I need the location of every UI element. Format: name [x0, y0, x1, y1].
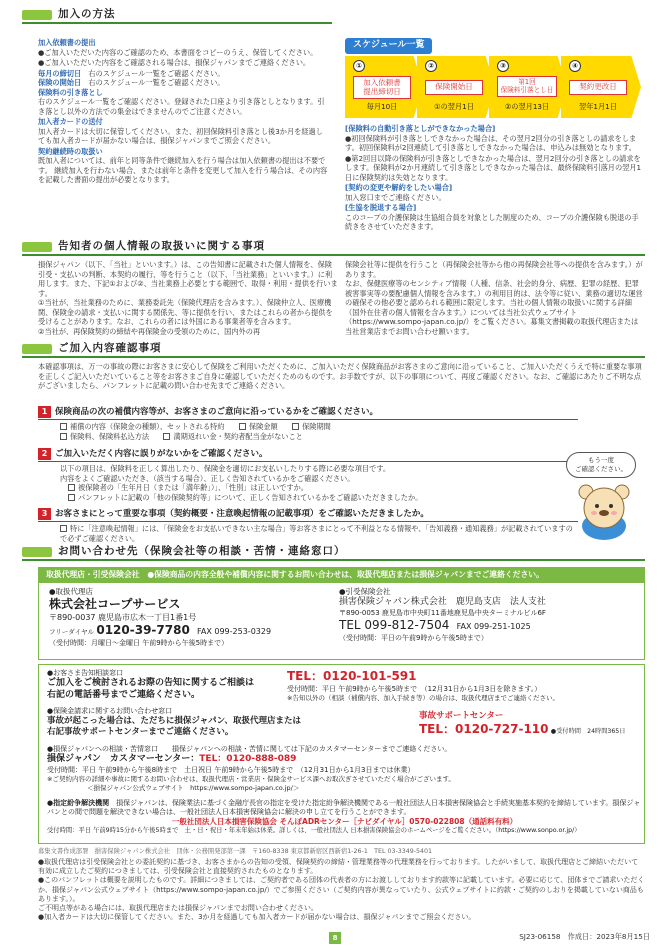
complaint-name: 損保ジャパン カスタマーセンター：: [47, 754, 200, 765]
footer-line: ●加入者カードは大切に保管してください。また、3か月を経過しても加入者カードが届かない場合は、損保ジャパンまでご照会ください。: [38, 913, 476, 922]
join-item-head: 契約継続時の取扱い: [38, 146, 103, 156]
contact-panel: [38, 582, 645, 660]
join-item-1: [38, 69, 330, 79]
q2-line: パンフレットに記載の「他の保険契約等」について、正しく告知されているかをご確認いただきましたか。: [78, 492, 423, 502]
step-date: ②の翌月13日: [504, 102, 550, 111]
notify-hours: 受付時間：平日 午前9時から午後5時まで （12月31日から1月3日を除きます。）: [287, 684, 542, 693]
support-panel: [38, 664, 645, 844]
step-label: 保険開始日: [425, 80, 483, 95]
checkbox[interactable]: [239, 423, 246, 430]
join-item-inline: 右のスケジュール一覧をご確認ください。: [88, 78, 225, 87]
accident-center: 事故サポートセンター: [419, 711, 504, 721]
contact-header: [22, 545, 645, 561]
q1-option: 補償の内容（保険金の種類）、セットされる特約: [70, 422, 225, 432]
section-bar-icon: [22, 242, 52, 252]
accident-hours: ●受付時間 24時間365日: [550, 728, 626, 736]
accident-body: 事故が起こった場合は、ただちに損保ジャパン、取扱代理店または 右記事故サポートセンターまでご連絡ください。: [47, 716, 301, 738]
confirm-header: [22, 342, 645, 358]
checkbox[interactable]: [163, 433, 170, 440]
step-label: 第1回 保険料引落とし日: [497, 76, 557, 97]
join-item-inline: 右のスケジュール一覧をご確認ください。: [88, 68, 225, 78]
accident-contact: [419, 711, 643, 738]
agent-address: 〒890-0037 鹿児島市広木一丁目1番1号: [49, 612, 197, 622]
q1-text: 保険商品の次の補償内容等が、お客さまのご意向に沿っているかをご確認ください。: [55, 407, 379, 417]
privacy-left: 損保ジャパン（以下、「当社」といいます。）は、この告知書に記載された個人情報を、保険引受・支払いの判断、本契約の履行、等を行うこと（以下、「当社業務」といいます。）に利用します。また、下記①および②、当社業務上必要とする範囲で、取得・利用・提供を行います。 ①当社が、当社業務のために、業務委託先（保険代理店を含みます。）、保険仲立人、医療機関、保険金の請求・支払いに関する関係先、等に提供を行い、またはこれらの者から提供を受けることがあります。なお、これらの者には外国にある事業者等を含みます。 ②当社が、再保険契約の締結や再保険金の受領のために、国内外の再: [38, 260, 338, 336]
join-item-head: 保険料の引き落とし: [38, 87, 103, 97]
schedule: [345, 38, 645, 54]
join-item-3: [38, 88, 330, 117]
join-item-line: ●ご加入いただいた内容のご確認のため、本書面をコピーのうえ、保管してください。: [38, 47, 318, 57]
insurer-block: [339, 587, 639, 643]
step-number: ②: [425, 60, 437, 72]
join-item-head: 加入者カードの送付: [38, 117, 103, 126]
q1-options: [38, 422, 578, 441]
schedule-notes: [345, 124, 645, 233]
q2-line: 内容をよくご確認いただき、（該当する場合）、正しく告知されているかをご確認ください。: [60, 473, 355, 483]
note-line: このコープの介護保険は生協組合員を対象とした制度のため、コープの介護保険も脱退の手続きをさせていただきます。: [345, 212, 639, 231]
q2-body: [38, 464, 578, 502]
contact-title: お問い合わせ先（保険会社等の相談・苦情・連絡窓口）: [58, 545, 346, 557]
checkbox[interactable]: [68, 494, 75, 501]
agent-label: ●取扱代理店: [49, 587, 94, 596]
insurer-label: ●引受保険会社: [339, 587, 391, 596]
footer-line: ●取扱代理店は引受保険会社との委託契約に基づき、お客さまからの告知の受領、保険契約の締結・管理業務等の代理業務を行っております。したがいまして、取扱代理店とご締結いただいて有効に成立したご契約につきましては、引受保険会社と直接契約されたものとなります。: [38, 858, 639, 876]
step-label: 契約更改日: [569, 80, 627, 95]
adr-hours: 受付時間：平日 午前9時15分から午後5時まで 土・日・祝日・年末年始は休業。詳しくは、一般社団法人 日本損害保険協会のホームページをご覧ください。（https://www.sonpo.or.jp/）: [47, 827, 581, 835]
q1-title: [38, 406, 578, 420]
adr-body: 損保ジャパンは、保険業法に基づく金融庁長官の指定を受けた指定紛争解決機関である一般社団法人日本損害保険協会と手続実施基本契約を締結しています。損保ジャパンとの間で問題を解決できない場合は、一般社団法人日本損害保険協会に解決の申し立てを行うことができます。: [47, 799, 641, 817]
notify-block: [47, 669, 287, 702]
note-line: ●第2回目以降の保険料が引き落としできなかった場合は、翌月2回分の引き落としの請求をします。保険料が2か月連続して引き落としできなかった場合は、最終保険料引落月の翌月1日に保険契約は失効となります。: [345, 153, 642, 182]
join-item-4: [38, 117, 330, 146]
q1-option: 保険料、保険料払込方法: [70, 431, 150, 441]
notify-body: ご加入をご検討されるお際の告知に関するご相談は 右記の電話番号までご連絡ください。: [47, 678, 255, 701]
confirm-intro: 本確認事項は、万一の事故の際にお客さまに安心して保険をご利用いただくために、ご加入いただく保険商品がお客さまのご意向に沿っていること、ご加入いただくうえで特に重要な事項を正しくご記入いただいていること等をお客さまご自身に確認していただくためのものです。お手数ですが、以下の事項について、再度ご確認ください。なお、ご確認にあたりご不明な点がございましたら、パンフレットに記載の問い合わせ先までご連絡ください。: [38, 362, 642, 390]
complaint-hours: 受付時間：平日 午前9時から午後8時まで 土日祝日 午前9時から午後5時まで （12月31日から1月3日までは休業）: [47, 766, 415, 775]
insurer-name: 損害保険ジャパン株式会社 鹿児島支店 法人支社: [339, 596, 546, 607]
checkbox[interactable]: [60, 423, 67, 430]
checkbox[interactable]: [292, 423, 299, 430]
complaint-block: [47, 745, 642, 793]
step-date: 毎月10日: [366, 102, 398, 111]
q1-option: 満期返れい金・契約者配当金がないこと: [173, 431, 303, 441]
note-head: [契約の変更や解約をしたい場合]: [345, 183, 453, 192]
join-item-5: [38, 147, 330, 185]
complaint-note: ※ご契約内容の詳細や事故に関するお問い合わせは、取扱代理店・営業店・保険金サービス課へお取次ぎさせていただく場合がございます。: [47, 775, 455, 784]
complaint-head: ●損保ジャパンへの相談・苦情窓口 損保ジャパンへの相談・苦情に関しては下記のカスタマーセンターまでご連絡ください。: [47, 745, 452, 753]
footer-line: ●このパンフレットは概要を説明したものです。詳細につきましては、ご契約者である団体の代表者の方にお渡ししております約款等に記載しています。必要に応じて、団体までご請求いただくか、損保ジャパン公式ウェブサイト（https://www.sompo-japan.co.jp/）でご参照ください（ご契約内容が異なっていたり、公式ウェブサイトに約款・ご契約のしおりを掲載していない商品もあります。）。: [38, 876, 645, 903]
complaint-web[interactable]: ＜損保ジャパン公式ウェブサイト https://www.sompo-japan.co.jp/＞: [87, 783, 300, 792]
q3-title: [38, 508, 578, 522]
q3-body: [38, 524, 578, 543]
join-item-line: 右のスケジュール一覧をご確認ください。登録された口座より引き落としとなります。引き落とし以外の方法での集金はできませんのでご注意ください。: [38, 97, 325, 116]
schedule-steps: [345, 56, 645, 118]
insurer-address: 〒890-0053 鹿児島市中央町11番地鹿児島中央ターミナルビル6F: [339, 608, 546, 617]
mascot: [556, 444, 648, 540]
privacy-title: 告知者の個人情報の取扱いに関する事項: [58, 240, 265, 252]
step-number: ④: [569, 60, 581, 72]
notify-contact: [287, 669, 642, 703]
insurer-fax: FAX 099-251-1025: [456, 622, 531, 631]
note-head: [保険料の自動引き落としができなかった場合]: [345, 124, 496, 133]
checkbox[interactable]: [60, 433, 67, 440]
notify-phone[interactable]: TEL：0120-101-591: [287, 669, 417, 683]
accident-block: [47, 707, 387, 739]
section-bar-icon: [22, 10, 52, 20]
adr-block: [47, 799, 642, 836]
join-item-line: 既加入者については、前年と同等条件で継続加入を行う場合は加入依頼書の提出は不要です。 継続加入を行わない場合、または前年と条件を変更して加入を行う場合は、その内容を記載した書面の提出が必要となります。: [38, 156, 328, 184]
notify-head: ●お客さま告知相談窓口: [47, 669, 124, 677]
agent-phone[interactable]: 0120-39-7780: [96, 623, 190, 638]
q2-number: 2: [38, 448, 51, 460]
section-bar-icon: [22, 344, 52, 354]
agent-fax: FAX 099-253-0329: [197, 627, 272, 637]
q1-number: 1: [38, 406, 51, 418]
confirm-q1: [38, 406, 578, 441]
join-item-head: 毎月の締切日: [38, 68, 82, 78]
join-item-0: [38, 38, 330, 68]
accident-phone[interactable]: TEL：0120-727-110: [419, 722, 549, 737]
page-number: 8: [329, 932, 341, 944]
step-date: ①の翌月1日: [434, 102, 474, 111]
q2-title: [38, 448, 578, 462]
q2-text: ご加入いただく内容に誤りがないかをご確認ください。: [55, 449, 268, 459]
q2-line: 以下の項目は、保険料を正しく算出したり、保険金を適切にお支払いしたりする際に必要な項目です。: [60, 464, 391, 474]
q2-line: 被保険者の「生年月日（または「満年齢」）」、「性別」は正しいですか。: [78, 483, 308, 493]
join-item-head: 加入依頼書の提出: [38, 38, 96, 47]
join-item-head: 保険の開始日: [38, 78, 82, 87]
step-number: ③: [497, 60, 509, 72]
step-number: ①: [353, 60, 365, 72]
footer-agency: 募集文書作成部署 損害保険ジャパン株式会社 団体・公務開発部第一課 〒160-8338 東京都新宿区西新宿1-26-1 TEL 03-3349-5401: [38, 848, 433, 855]
section-bar-icon: [22, 547, 52, 557]
confirm-q3: [38, 508, 578, 543]
bear-mascot-icon: [572, 480, 636, 540]
q1-option: 保険金額: [248, 422, 278, 432]
join-method-title: 加入の方法: [58, 8, 116, 20]
privacy-header: [22, 240, 645, 256]
complaint-phone[interactable]: TEL：0120-888-089: [199, 754, 297, 765]
free-dial-label: フリーダイヤル: [49, 628, 95, 637]
footer-line: ご不明点等がある場合には、取扱代理店または損保ジャパンまでお問い合わせください。: [38, 904, 318, 913]
note-head: [生協を脱退する場合]: [345, 203, 417, 212]
checkbox[interactable]: [68, 484, 75, 491]
schedule-title: スケジュール一覧: [345, 38, 432, 54]
footer-notes: [38, 858, 645, 923]
agent-block: [49, 587, 339, 648]
agent-name: 株式会社コープサービス: [49, 596, 181, 611]
q3-number: 3: [38, 508, 51, 520]
q3-text: お客さまにとって重要な事項（契約概要・注意喚起情報の記載事項）をご確認いただきましたか。: [55, 509, 429, 519]
join-item-2: [38, 78, 330, 88]
insurer-hours: （受付時間：平日の午前9時から午後5時まで）: [339, 633, 488, 642]
insurer-phone[interactable]: TEL 099-812-7504: [339, 618, 450, 632]
accident-head: ●保険金請求に関するお問い合わせ窓口: [47, 707, 173, 715]
agent-hours: （受付時間：月曜日〜金曜日 午前9時から午後5時まで）: [49, 639, 229, 648]
confirm-title: ご加入内容確認事項: [58, 342, 162, 354]
privacy-right: 保険会社等に提供を行うこと（再保険会社等から他の再保険会社等への提供を含みます。）があります。 なお、保健医療等のセンシティブ情報（人種、信条、社会的身分、病歴、犯罪の経歴、犯罪被害事実等の要配慮個人情報を含みます。）の利用目的は、法令等に従い、業務の適切な運営の確保その他必要と認められる範囲に限定します。当社の個人情報の取扱いに関する詳細（国外在住者の個人情報を含みます。）については当社公式ウェブサイト（https://www.sompo-japan.co.jp/）をご覧ください。募集文書掲載の取扱代理店または当社営業店までお問い合わせ願います。: [345, 260, 643, 336]
join-item-line: 加入者カードは大切に保管してください。また、初回保険料引き落とし後3か月を経過しても加入者カードが届かない場合は、損保ジャパンまでご照会ください。: [38, 126, 323, 145]
join-method-body: [38, 38, 330, 186]
q3-line: 特に「注意喚起情報」には、「保険金をお支払いできない主な場合」等お客さまにとって不利益となる情報や、「告知義務・通知義務」が記載されていますので必ずご確認ください。: [60, 524, 573, 543]
join-method-header: [22, 8, 332, 24]
step-date: 翌年1月1日: [579, 102, 617, 111]
notify-note: ※告知以外の（相談（補償内容、加入手続き等）の場合は、取扱代理店までご連絡ください。: [287, 694, 559, 703]
adr-contact[interactable]: 一般社団法人日本損害保険協会 そんぽADRセンター［ナビダイヤル］0570-022808（通話料有料）: [171, 817, 518, 827]
join-item-line: ●ご加入いただいた内容をご確認される場合は、損保ジャパンまでご連絡ください。: [38, 58, 311, 67]
adr-head: ●指定紛争解決機関: [47, 799, 110, 807]
checkbox[interactable]: [60, 525, 67, 532]
confirm-q2: [38, 448, 578, 502]
contact-band: 取扱代理店・引受保険会社 ●保険商品の内容全般や補償内容に関するお問い合わせは、取扱代理店または損保ジャパンまでご連絡ください。: [38, 567, 645, 583]
speech-bubble: もう一度 ご確認ください。: [566, 452, 636, 478]
q1-option: 保険期間: [302, 422, 331, 432]
step-label: 加入依頼書 提出締切日: [353, 76, 411, 99]
doc-code: SJ23-06158 作成日：2023年8月15日: [519, 932, 650, 941]
note-line: 加入窓口までご連絡ください。: [345, 192, 446, 202]
note-line: ●初回保険料が引き落としできなかった場合は、その翌月2回分の引き落としの請求をします。初回保険料が2回連続して引き落としできなかった場合は、申込みは無効となります。: [345, 133, 637, 152]
